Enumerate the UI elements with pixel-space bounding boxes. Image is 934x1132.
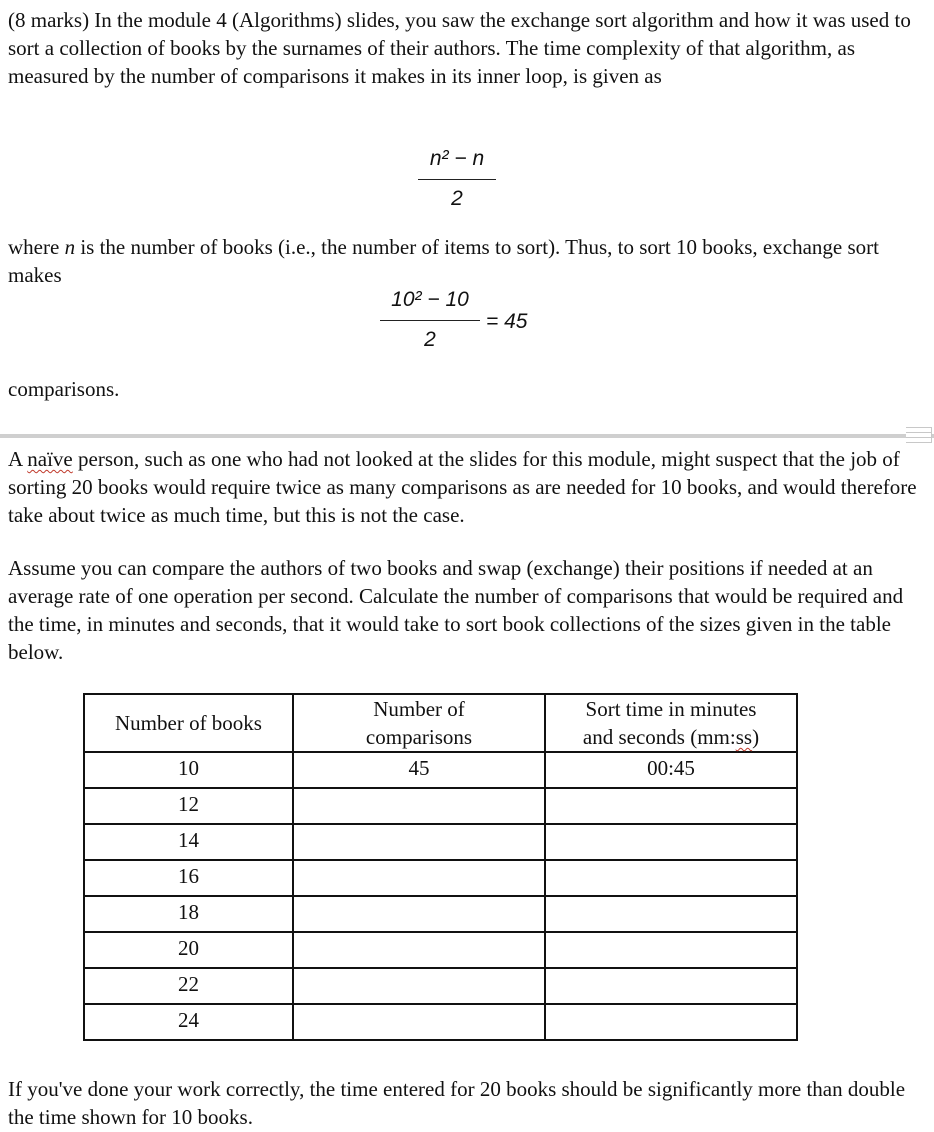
- comparisons-cell[interactable]: [293, 896, 545, 932]
- books-cell: 22: [84, 968, 293, 1004]
- where-pre: where: [8, 235, 65, 259]
- table-row: [84, 752, 797, 788]
- comparisons-cell[interactable]: [293, 968, 545, 1004]
- where-paragraph: [8, 233, 918, 289]
- spellcheck-word: ss: [735, 725, 753, 749]
- divider-handle-icon[interactable]: [906, 427, 932, 443]
- books-cell: 12: [84, 788, 293, 824]
- comparisons-cell[interactable]: [293, 1004, 545, 1040]
- books-cell: 18: [84, 896, 293, 932]
- header-number-of-comparisons: [293, 694, 545, 752]
- intro-paragraph: (8 marks) In the module 4 (Algorithms) slides, you saw the exchange sort algorithm and how it was used to sort a collection of books by the surnames of their authors. The time complexity of that algorithm, as measured by the number of comparisons it makes in its inner loop, is given as: [8, 8, 911, 88]
- fraction-bar: [418, 179, 496, 180]
- where-post: is the number of books (i.e., the number of items to sort). Thus, to sort 10 books, exchange sort makes: [8, 235, 879, 287]
- time-cell[interactable]: [545, 932, 797, 968]
- comparisons-cell[interactable]: [293, 932, 545, 968]
- formula-ten-books-result: = 45: [486, 310, 528, 333]
- comparisons-cell[interactable]: 45: [293, 752, 545, 788]
- fraction-bar: [380, 320, 480, 321]
- section-divider: [0, 434, 934, 438]
- assume-paragraph: Assume you can compare the authors of two books and swap (exchange) their positions if needed at an average rate of one operation per second. Calculate the number of comparisons that would be required and the time, in minutes and seconds, that it would take to sort book collections of the sizes given in the table below.: [8, 556, 904, 664]
- table-row: [84, 860, 797, 896]
- time-cell[interactable]: [545, 896, 797, 932]
- table-row: [84, 824, 797, 860]
- books-cell: 24: [84, 1004, 293, 1040]
- formula-complexity: [418, 146, 496, 212]
- table-row: [84, 1004, 797, 1040]
- formula-ten-books-numerator: 10² − 10: [391, 288, 469, 311]
- comparisons-cell[interactable]: [293, 860, 545, 896]
- comparisons-word: comparisons.: [8, 377, 120, 401]
- comparisons-cell[interactable]: [293, 824, 545, 860]
- sort-time-table: [83, 693, 798, 1041]
- time-cell[interactable]: 00:45: [545, 752, 797, 788]
- time-cell[interactable]: [545, 860, 797, 896]
- table-row: [84, 896, 797, 932]
- closing-paragraph: If you've done your work correctly, the time entered for 20 books should be significantly more than double the time shown for 10 books.: [8, 1077, 906, 1129]
- books-cell: 20: [84, 932, 293, 968]
- books-cell: 14: [84, 824, 293, 860]
- header-comparisons-line1: Number of: [373, 697, 465, 721]
- time-cell[interactable]: [545, 968, 797, 1004]
- header-comparisons-line2: comparisons: [365, 725, 473, 749]
- table-row: [84, 968, 797, 1004]
- formula-complexity-numerator: n² − n: [429, 147, 485, 170]
- formula-ten-books-denominator: 2: [424, 328, 436, 351]
- time-cell[interactable]: [545, 824, 797, 860]
- books-cell: 16: [84, 860, 293, 896]
- header-time-line1: Sort time in minutes: [585, 697, 757, 721]
- header-time-line2-end: ): [752, 725, 760, 749]
- header-number-of-books: Number of books: [84, 694, 293, 752]
- table-header-row: [84, 694, 797, 752]
- spellcheck-word: naïve: [27, 447, 73, 471]
- naive-post: person, such as one who had not looked at the slides for this module, might suspect that the job of sorting 20 books would require twice as many comparisons as are needed for 10 books, and would therefore take about twice as much time, but this is not the case.: [8, 447, 917, 527]
- naive-paragraph: [8, 445, 918, 529]
- comparisons-cell[interactable]: [293, 788, 545, 824]
- header-time-line2: and seconds (mm:: [582, 725, 736, 749]
- time-cell[interactable]: [545, 788, 797, 824]
- table-row: [84, 788, 797, 824]
- header-sort-time: [545, 694, 797, 752]
- formula-ten-books: [380, 287, 480, 353]
- naive-pre: A: [8, 447, 28, 471]
- table-row: [84, 932, 797, 968]
- time-cell[interactable]: [545, 1004, 797, 1040]
- variable-n: n: [64, 235, 76, 259]
- formula-complexity-denominator: 2: [451, 187, 463, 210]
- books-cell: 10: [84, 752, 293, 788]
